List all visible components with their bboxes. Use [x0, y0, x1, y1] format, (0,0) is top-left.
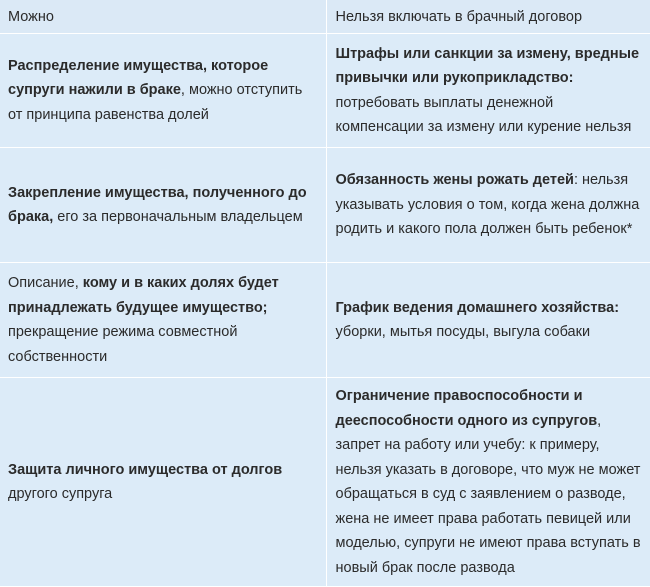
header-forbidden: [326, 0, 650, 34]
cell-regular-text: потребовать выплаты денежной компенсации за измену или курение нельзя: [335, 94, 632, 135]
cell-text: [336, 296, 644, 345]
header-forbidden-label: Нельзя включать в брачный договор: [335, 8, 583, 25]
cell-bold-text: Распределение имущества, которое супруги нажили в браке: [8, 57, 269, 99]
cell-allowed: [0, 378, 326, 587]
cell-text: [336, 384, 644, 580]
cell-bold-text: кому и в каких долях будет принадлежать будущее имущество;: [8, 275, 279, 316]
table-row: [0, 34, 650, 148]
cell-bold-text: График ведения домашнего хозяйства:: [335, 299, 620, 316]
cell-allowed: [0, 148, 326, 263]
cell-regular-text: уборки, мытья посуды, выгула собаки: [335, 324, 591, 340]
table-row: [0, 378, 650, 587]
cell-bold-text: Обязанность жены рожать детей: [335, 172, 574, 189]
cell-text: [8, 271, 320, 369]
cell-regular-text: , можно отступить от принципа равенства долей: [8, 82, 303, 123]
cell-bold-text: Штрафы или санкции за измену, вредные привычки или рукоприкладство:: [335, 45, 640, 86]
cell-forbidden: [326, 263, 650, 378]
cell-regular-text: его за первоначальным владельцем: [53, 209, 303, 225]
cell-regular-text: другого супруга: [8, 486, 113, 502]
cell-text: [8, 181, 320, 230]
cell-forbidden: [326, 148, 650, 263]
header-allowed: [0, 0, 326, 34]
cell-text: [336, 42, 644, 140]
table-row: [0, 263, 650, 378]
cell-text: [8, 458, 320, 507]
cell-regular-text: : нельзя указывать условия о том, когда жена должна родить и какого пола должен быть ребенок*: [335, 172, 640, 238]
cell-text: [8, 54, 320, 128]
cell-allowed: [0, 34, 326, 148]
cell-bold-text: Закрепление имущества, полученного до брака,: [8, 184, 307, 225]
cell-forbidden: [326, 34, 650, 148]
header-allowed-label: Можно: [8, 8, 54, 25]
cell-bold-text: Защита личного имущества от долгов: [8, 461, 283, 478]
cell-text: [336, 168, 644, 242]
cell-allowed: [0, 263, 326, 378]
table-row: [0, 148, 650, 263]
cell-regular-text: прекращение режима совместной собственности: [8, 324, 238, 365]
cell-regular-text: Описание,: [8, 275, 83, 291]
table-header-row: [0, 0, 650, 34]
cell-forbidden: [326, 378, 650, 587]
cell-bold-text: Ограничение правоспособности и дееспособности одного из супругов: [335, 388, 598, 429]
cell-regular-text: , запрет на работу или учебу: к примеру, нельзя указать в договоре, что муж не может обращаться в суд с заявлением о разводе, жена не имеет права работать певицей или моделью, супруги не имеют права вступать в новый брак после развода: [335, 412, 641, 576]
